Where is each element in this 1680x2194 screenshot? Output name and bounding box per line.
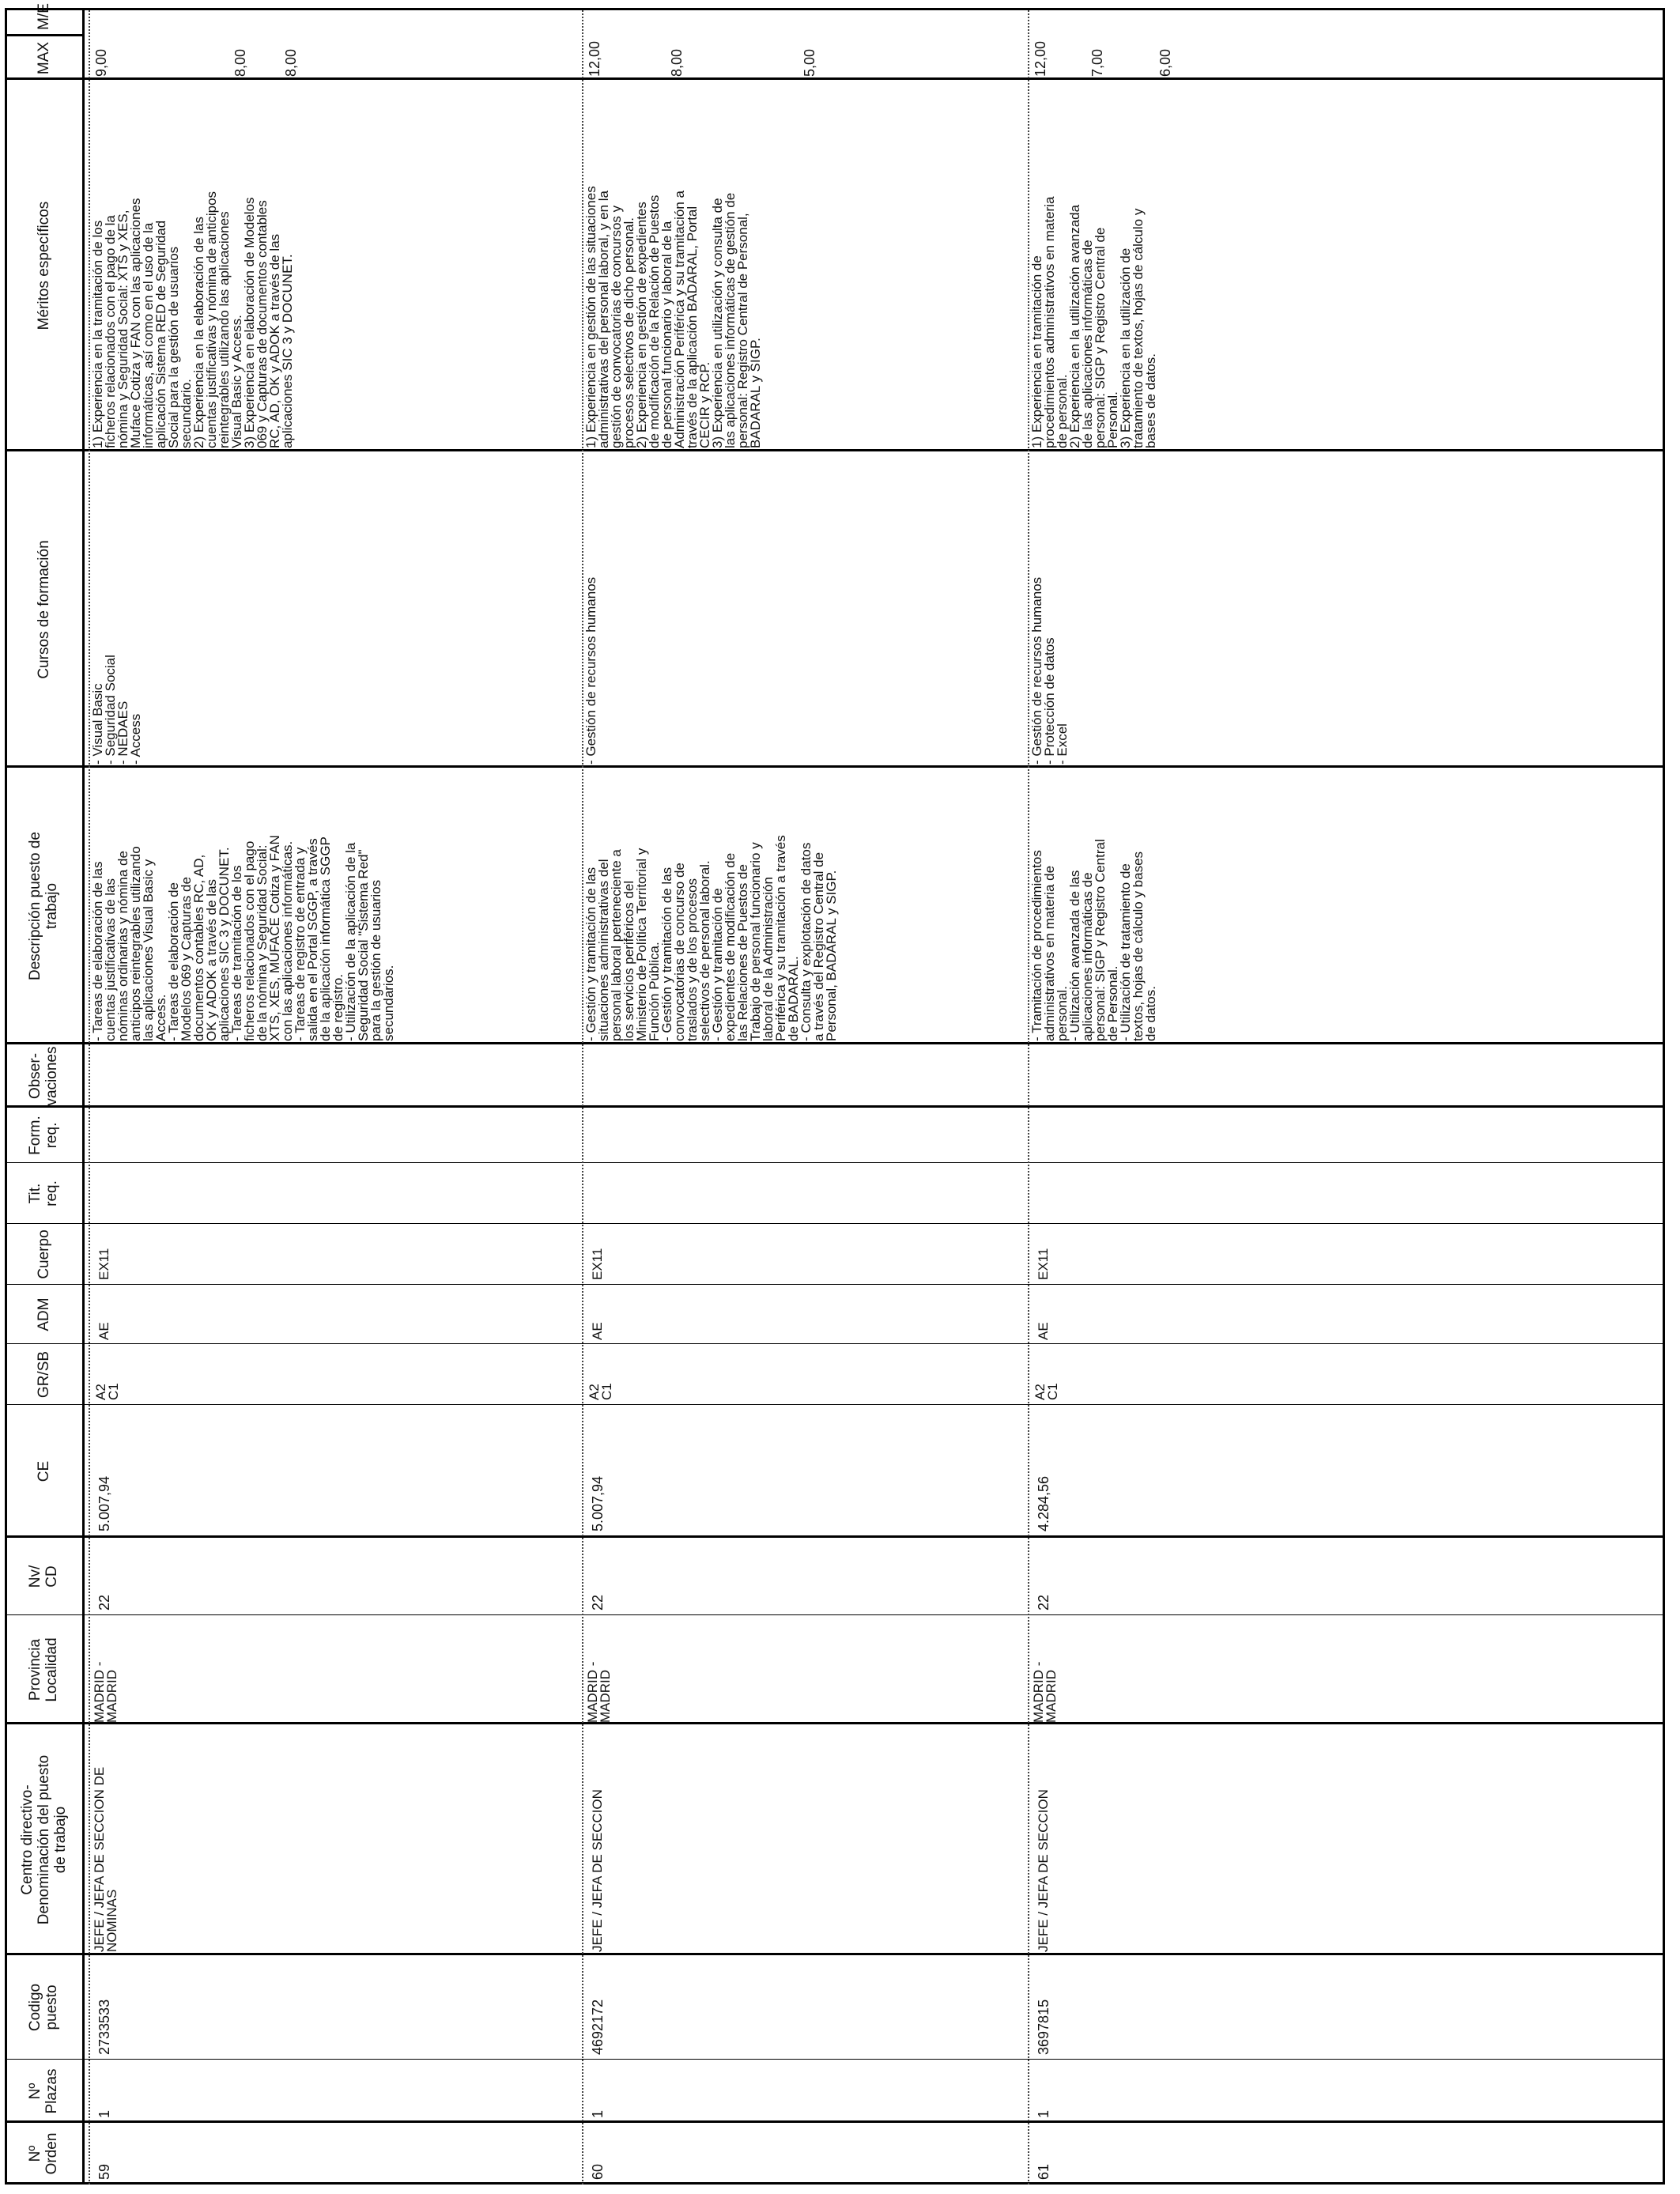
row60-codigo: 4692172 [590, 1999, 606, 2055]
row61-cuerpo: EX11 [1036, 1248, 1051, 1280]
row61-max-1: 12,00 [1033, 40, 1048, 77]
row59-max-2: 8,00 [232, 48, 248, 77]
row61-adm: AE [1036, 1322, 1051, 1340]
row60-plazas: 1 [590, 2109, 606, 2118]
header-form: Form. req. [27, 1116, 60, 1155]
row61-cursos: - Gestión de recursos humanos - Protección de datos - Excel [1029, 576, 1070, 765]
row61-orden: 61 [1036, 2163, 1051, 2180]
header-cuerpo: Cuerpo [35, 1229, 52, 1279]
header-plazas: Nº Plazas [27, 2068, 60, 2114]
row60-grsb: A2 C1 [587, 1383, 614, 1400]
header-adm: ADM [35, 1297, 52, 1331]
row61-meritos: 1) Experiencia en tramitación de procedimientos administrativos en materia de personal. 2) Experiencia en la utilización avanzada de las aplicaciones informáticas de personal: SIGP y Registro Central de Personal. 3) Experiencia en la utilización de tratamiento de textos, hojas de cálculo y bases de datos. [1029, 196, 1158, 448]
row61-grsb: A2 C1 [1033, 1383, 1060, 1400]
row61-plazas: 1 [1036, 2109, 1051, 2118]
row59-grsb: A2 C1 [93, 1383, 121, 1400]
header-max: MAX [35, 41, 52, 75]
row59-cursos: - Visual Basic - Seguridad Social - NEDAES - Access [90, 655, 143, 765]
row59-codigo: 2733533 [96, 1999, 112, 2055]
row60-ce: 5.007,94 [590, 1475, 606, 1531]
row60-max-2: 8,00 [669, 48, 685, 77]
row59-centro: JEFE / JEFA DE SECCION DE NOMINAS [92, 1766, 119, 1952]
row61-max-2: 7,00 [1089, 48, 1105, 77]
row60-provincia: MADRID - MADRID [585, 1661, 613, 1723]
row59-cuerpo: EX11 [96, 1248, 111, 1280]
row60-orden: 60 [590, 2163, 606, 2180]
row61-codigo: 3697815 [1036, 1999, 1051, 2055]
row60-cursos: - Gestión de recursos humanos [583, 576, 598, 765]
row59-max-1: 9,00 [93, 48, 109, 77]
row61-max-3: 6,00 [1157, 48, 1173, 77]
header-descripcion: Descripción puesto de trabajo [27, 832, 60, 980]
header-orden: Nº Orden [27, 2132, 60, 2175]
row59-meritos: 1) Experiencia en la tramitación de los ficheros relacionados con el pago de la nómina y Seguridad Social: XTS y XES, Muface Cotiza y FAN con las aplicaciones informáticas, así como en el uso de la aplicación Sistema RED de Seguridad Social para la gestión de usuarios secundario. 2) Experiencia en la elaboración de las cuentas justificativas y nómina de anticipos reintegrables utilizando las aplicaciones Visual Basic y Access. 3) Experiencia en elaboración de Modelos 069 y Capturas de documentos contables RC, AD, OK y ADOK a través de las aplicaciones SIC 3 y DOCUNET. [90, 191, 295, 448]
row59-ce: 5.007,94 [96, 1475, 112, 1531]
row61-nivel: 22 [1036, 1594, 1051, 1611]
header-grsb: GR/SB [35, 1350, 52, 1399]
row59-nivel: 22 [96, 1594, 112, 1611]
header-ce: CE [35, 1460, 52, 1482]
row60-max-3: 5,00 [802, 48, 817, 77]
header-nivel: Nv/ CD [27, 1565, 60, 1588]
row60-max-1: 12,00 [587, 40, 602, 77]
row59-max-3: 8,00 [283, 48, 299, 77]
row60-descripcion: - Gestión y tramitación de las situaciones administrativas del personal laboral perteneciente a los servicios periféricos del Ministerio de Política Territorial y Función Pública. - Gestión y tramitación de las convocatorias de concurso de traslados y de los procesos selectivos de personal laboral. - Gestión y tramitación de expedientes de modificación de las Relaciones de Puestos de Trabajo de personal funcionario y laboral de la Administración Periférica y su tramitación a través de BADARAL. - Consulta y explotación de datos a través del Registro Central de Personal, BADARAL y SIGP. [583, 835, 839, 1041]
row61-centro: JEFE / JEFA DE SECCION [1036, 1789, 1051, 1952]
row60-adm: AE [590, 1322, 605, 1340]
header-obs: Obser- vaciones [27, 1046, 60, 1106]
row59-plazas: 1 [96, 2109, 112, 2118]
row61-provincia: MADRID - MADRID [1031, 1661, 1059, 1723]
row60-cuerpo: EX11 [590, 1248, 605, 1280]
row59-orden: 59 [96, 2163, 112, 2180]
row60-centro: JEFE / JEFA DE SECCION [590, 1789, 605, 1952]
row60-meritos: 1) Experiencia en gestión de las situaciones administrativas del personal laboral, y en la gestión de convocatorias de concursos y procesos selectivos de dicho personal. 2) Experiencia en gestión de expedientes de modificación de la Relación de Puestos de personal funcionario y laboral de la Administración Periférica y su tramitación a través de la aplicación BADARAL, Portal CECIR y RCP. 3) Experiencia en utilización y consulta de las aplicaciones informáticas de gestión de personal: Registro Central de Personal, BADARAL y SIGP. [583, 186, 763, 448]
row59-provincia: MADRID - MADRID [92, 1661, 119, 1723]
header-provincia: Provincia Localidad [27, 1637, 60, 1702]
row61-ce: 4.284,56 [1036, 1475, 1051, 1531]
row61-descripcion: - Tramitación de procedimientos administrativos en materia de personal. - Utilización avanzada de las aplicaciones informáticas de personal: SIGP y Registro Central de Personal. - Utilización de tratamiento de textos, hojas de cálculo y bases de datos. [1029, 839, 1158, 1041]
header-centro: Centro directivo- Denominación del puesto de trabajo [18, 1754, 69, 1925]
row59-descripcion: - Tareas de elaboración de las cuentas justificativas de las nóminas ordinarias y nómina de anticipos reintegrables utilizando las aplicaciones Visual Basic y Access. - Tareas de elaboración de Modelos 069 y Capturas de documentos contables RC, AD, OK y ADOK a través de las aplicaciones SIC 3 y DOCUNET. - Tareas de tramitación de los ficheros relacionados con el pago de la nómina y Seguridad Social: XTS, XES, MUFACE Cotiza y FAN con las aplicaciones informáticas. - Tareas de registro de entrada y salida en el Portal SGGP, a través de la aplicación informática SGGP de registro. - Utilización de la aplicación de la Seguridad Social "Sistema Red" para la gestión de usuarios secundarios. [90, 835, 396, 1041]
header-codigo: Codigo puesto [27, 1983, 60, 2032]
header-cursos: Cursos de formación [35, 540, 52, 679]
row59-adm: AE [96, 1322, 111, 1340]
row60-nivel: 22 [590, 1594, 606, 1611]
header-meritos: Méritos específicos [35, 201, 52, 330]
header-tit: Tit. req. [27, 1180, 60, 1207]
header-me: M/E [35, 3, 52, 30]
